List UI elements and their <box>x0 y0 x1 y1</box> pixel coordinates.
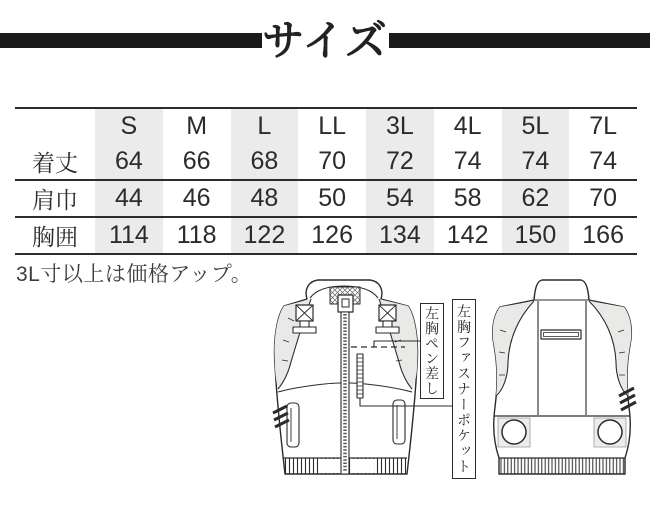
fan-opening-left <box>498 418 530 447</box>
title-rule-left <box>0 33 262 48</box>
shoulder-loop-left <box>293 305 316 333</box>
size-row-label: 胸囲 <box>32 224 78 250</box>
vest-back-drawing <box>493 280 636 474</box>
vest-technical-drawing <box>250 275 650 519</box>
size-table-corner-cell <box>15 108 95 144</box>
size-value-cell: 114 <box>95 217 163 254</box>
size-note: 3L寸以上は価格アップ。 <box>16 263 253 286</box>
back-hanger-slot <box>541 330 581 339</box>
title-rule-right <box>389 33 650 48</box>
size-value-cell: 74 <box>502 144 570 180</box>
size-column-header: 4L <box>453 112 482 140</box>
size-value-cell: 142 <box>446 221 489 249</box>
size-table-row <box>15 144 637 180</box>
size-row-label: 肩巾 <box>15 180 95 217</box>
size-value-cell: 48 <box>231 180 299 217</box>
size-value-cell: 64 <box>95 144 163 180</box>
annotation-pen-holder: 左胸ペン差し <box>420 303 444 399</box>
size-value-cell: 44 <box>95 180 163 217</box>
size-value-cell: 70 <box>569 180 637 217</box>
size-column-header: M <box>186 112 208 140</box>
size-value-cell: 74 <box>434 144 502 180</box>
size-value-cell: 66 <box>163 144 231 180</box>
size-table <box>15 107 637 255</box>
size-value-cell: 50 <box>298 180 366 217</box>
back-hem-ribbing <box>499 458 625 474</box>
collar-buckle <box>338 295 353 312</box>
size-table-row <box>15 217 637 254</box>
size-value-cell: 166 <box>582 221 624 249</box>
size-value-cell: 46 <box>163 180 231 217</box>
size-value-cell: 62 <box>502 180 570 217</box>
size-column-header: 3L <box>366 108 434 144</box>
size-value-cell: 126 <box>311 221 353 249</box>
size-row-label: 着丈 <box>15 144 95 180</box>
size-value-cell: 118 <box>176 221 217 249</box>
size-column-header: L <box>231 108 299 144</box>
annotation-fastener-pocket: 左胸ファスナーポケット <box>452 299 476 479</box>
size-column-header: 7L <box>589 112 618 140</box>
front-zipper <box>341 312 349 474</box>
size-column-header: 5L <box>502 108 570 144</box>
size-value-cell: 134 <box>366 217 434 254</box>
size-value-cell: 68 <box>231 144 299 180</box>
size-value-cell: 122 <box>231 217 299 254</box>
size-table-row <box>15 180 637 217</box>
shoulder-loop-right <box>376 305 399 333</box>
size-value-cell: 72 <box>366 144 434 180</box>
chest-zipper-pocket <box>357 354 363 398</box>
fan-opening-right <box>594 418 626 447</box>
size-value-cell: 150 <box>502 217 570 254</box>
size-value-cell: 54 <box>366 180 434 217</box>
size-column-header: S <box>95 108 163 144</box>
size-value-cell: 74 <box>569 144 637 180</box>
size-value-cell: 58 <box>434 180 502 217</box>
size-column-header: LL <box>318 112 347 140</box>
page-title: サイズ <box>262 17 388 64</box>
size-table-body <box>15 144 637 254</box>
size-value-cell: 70 <box>298 144 366 180</box>
size-table-head <box>15 108 637 144</box>
